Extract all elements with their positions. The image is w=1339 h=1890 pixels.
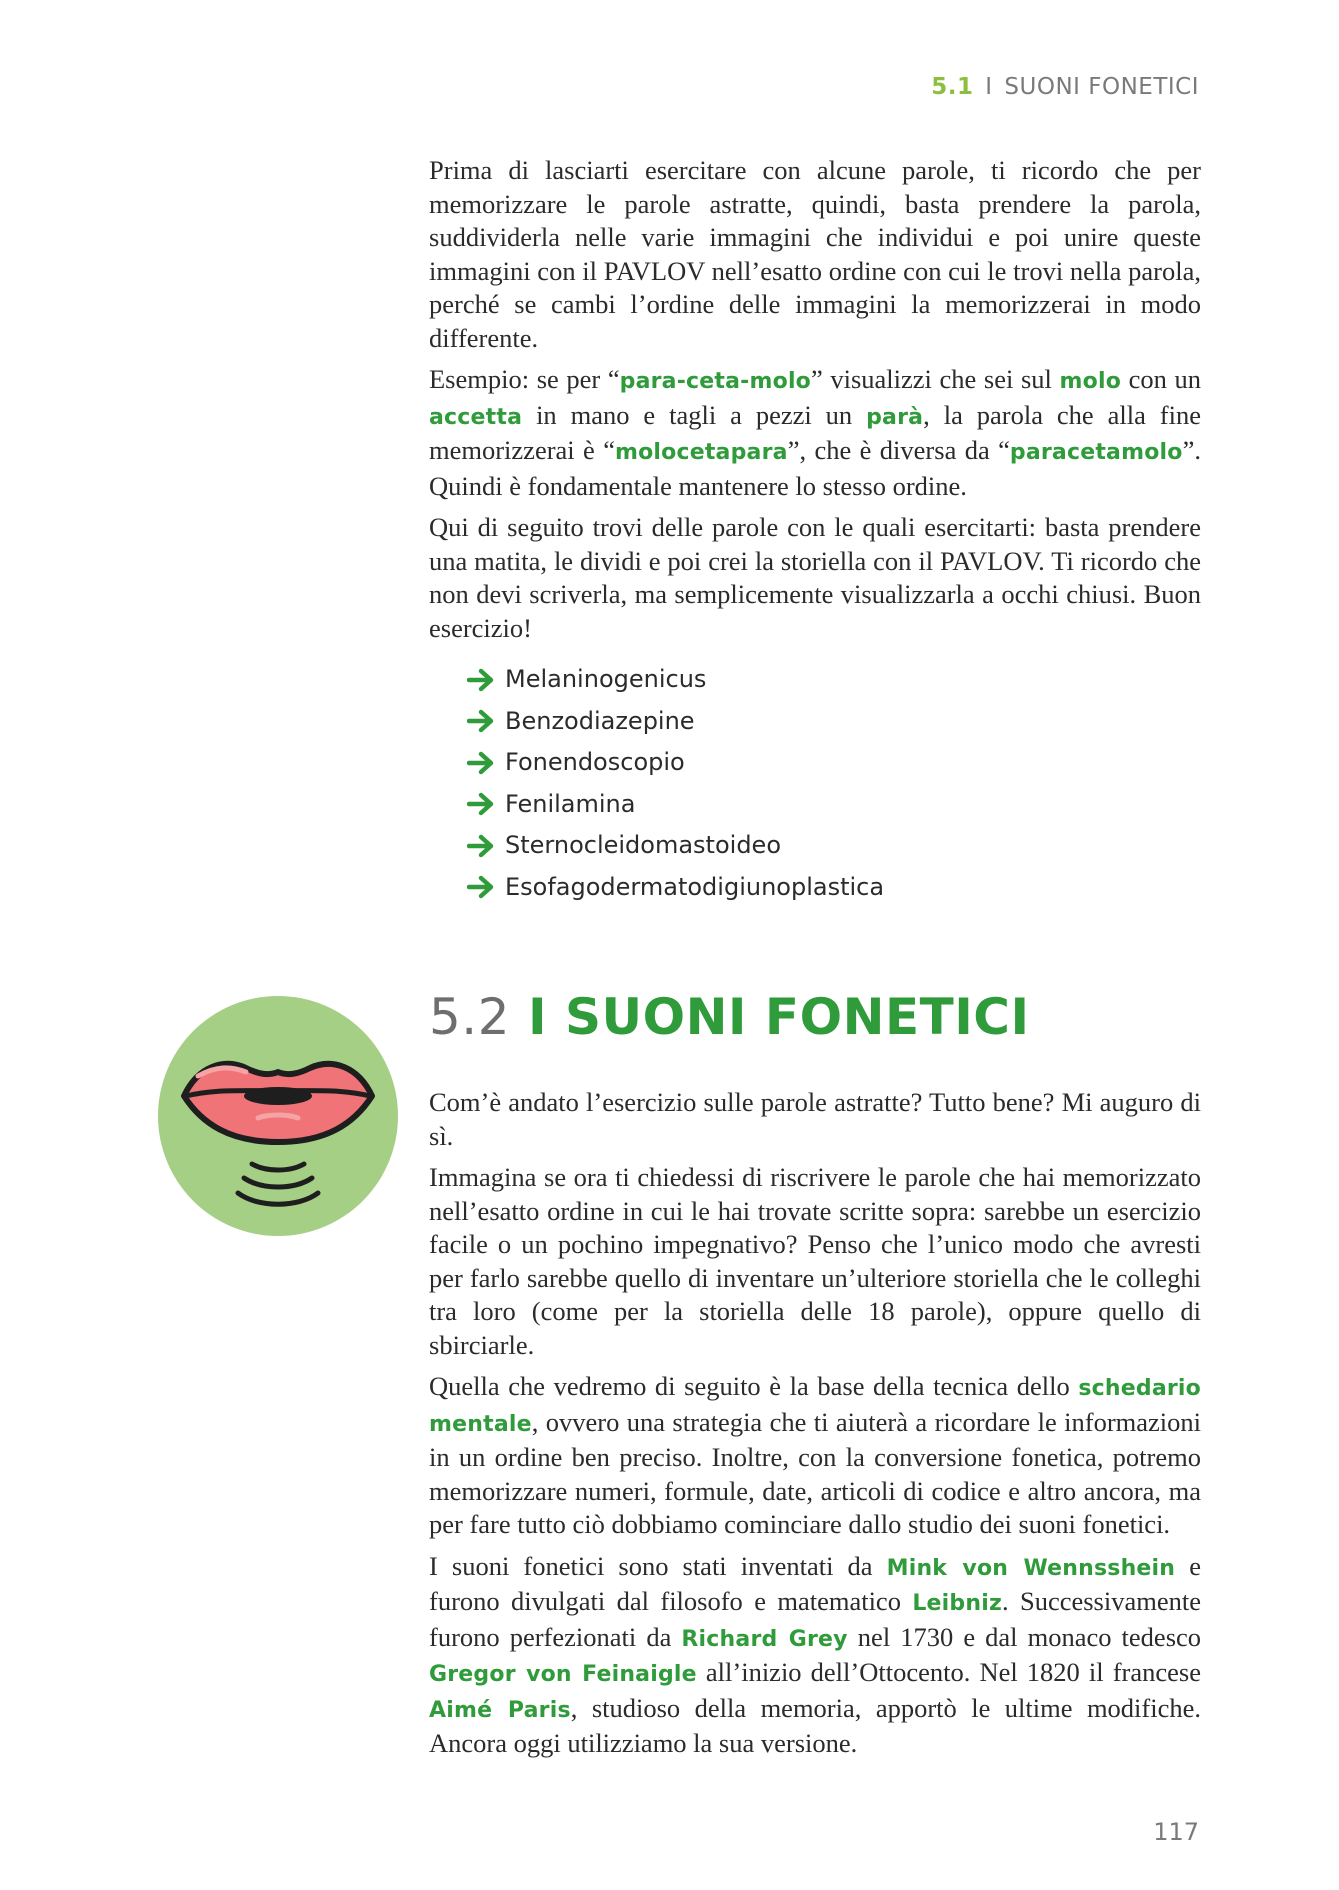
arrow-right-icon xyxy=(467,668,497,692)
paragraph-schedario xyxy=(429,1370,1201,1542)
arrow-right-icon xyxy=(467,792,497,816)
list-item xyxy=(467,867,1201,909)
text-run: nel 1730 e dal monaco tedesco xyxy=(847,1621,1202,1652)
list-item xyxy=(467,701,1201,743)
page-number: 117 xyxy=(1153,1818,1199,1846)
header-section-number: 5.1 xyxy=(931,74,974,100)
section-2-body xyxy=(429,1086,1201,1769)
list-item-text: Melaninogenicus xyxy=(505,665,707,693)
text-run: Quella che vedremo di seguito è la base della tecnica dello xyxy=(429,1371,1079,1401)
text-run: . Successivamente furono perfezionati da xyxy=(429,1586,1201,1652)
arrow-right-icon xyxy=(467,709,497,733)
paragraph-example xyxy=(429,363,1201,503)
list-item xyxy=(467,742,1201,784)
list-item-text: Sternocleidomastoideo xyxy=(505,831,781,859)
keyword-para-ceta-molo: para-ceta-molo xyxy=(619,369,811,394)
keyword-leibniz: Leibniz xyxy=(912,1591,1002,1616)
text-run: ”. Quindi è fondamentale mantenere lo stesso ordine. xyxy=(429,435,1201,501)
text-run: ” visualizzi che sei sul xyxy=(811,364,1060,394)
keyword-gregor-von-feinaigle: Gregor von Feinaigle xyxy=(429,1662,697,1687)
keyword-paracetamolo: paracetamolo xyxy=(1009,440,1183,465)
list-item xyxy=(467,659,1201,701)
header-separator: I xyxy=(985,74,993,100)
running-header xyxy=(931,74,1199,100)
keyword-schedario-mentale: schedario mentale xyxy=(429,1376,1201,1437)
section-2-title xyxy=(429,988,1030,1046)
list-item-text: Fonendoscopio xyxy=(505,748,685,776)
list-item-text: Benzodiazepine xyxy=(505,706,695,735)
list-item-text: Fenilamina xyxy=(505,789,636,818)
section-1-body xyxy=(429,154,1201,908)
keyword-molo: molo xyxy=(1059,369,1122,394)
arrow-right-icon xyxy=(467,751,497,775)
keyword-aime-paris: Aimé Paris xyxy=(429,1697,571,1723)
text-run: con un xyxy=(1121,364,1202,394)
list-item xyxy=(467,784,1201,826)
text-run: ”, che è diversa da “ xyxy=(787,435,1010,465)
text-run: , ovvero una strategia che ti aiuterà a ricordare le informazioni in un ordine ben preciso. Inoltre, con la conversione fonetica, potremo memorizzare numeri, formule, date, articoli di codice e altro ancora, ma per fare tutto ciò dobbiamo cominciare dallo studio dei suoni fonetici. xyxy=(429,1406,1201,1539)
list-item-text: Esofagodermatodigiunoplastica xyxy=(505,872,885,901)
keyword-richard-grey: Richard Grey xyxy=(681,1626,848,1652)
text-run: Esempio: se per “ xyxy=(429,364,620,394)
paragraph-history xyxy=(429,1550,1201,1761)
text-run: , studioso della memoria, apportò le ultime modifiche. Ancora oggi utilizziamo la sua versione. xyxy=(429,1692,1202,1758)
paragraph-intro: Prima di lasciarti esercitare con alcune parole, ti ricordo che per memorizzare le parole astratte, quindi, basta prendere la parola, suddividerla nelle varie immagini che individui e poi unire queste immagini con il PAVLOV nell’esatto ordine con cui le trovi nella parola, perché se cambi l’ordine delle immagini la memorizzerai in modo differente. xyxy=(429,155,1201,353)
exercise-word-list xyxy=(429,659,1201,908)
keyword-para: parà xyxy=(866,404,924,430)
list-item xyxy=(467,825,1201,867)
paragraph-question: Com’è andato l’esercizio sulle parole astratte? Tutto bene? Mi auguro di sì. xyxy=(429,1087,1201,1151)
text-run: I suoni fonetici sono stati inventati da xyxy=(429,1550,887,1581)
text-run: all’inizio dell’Ottocento. Nel 1820 il francese xyxy=(696,1657,1201,1687)
keyword-mink-von-wennsshein: Mink von Wennsshein xyxy=(886,1555,1176,1581)
paragraph-imagine: Immagina se ora ti chiedessi di riscrivere le parole che hai memorizzato nell’esatto ordine in cui le hai trovate scritte sopra: sarebbe un esercizio facile o un pochino impegnativo? Penso che l’unico modo che avresti per farlo sarebbe quello di inventare un’ulteriore storiella che le colleghi tra loro (come per la storiella delle 18 parole), oppure quello di sbirciarle. xyxy=(429,1162,1201,1360)
arrow-right-icon xyxy=(467,875,497,899)
paragraph-exercise: Qui di seguito trovi delle parole con le quali esercitarti: basta prendere una matita, le dividi e poi crei la storiella con il PAVLOV. Ti ricordo che non devi scriverla, ma semplicemente visualizzarla a occhi chiusi. Buon esercizio! xyxy=(429,512,1201,643)
keyword-accetta: accetta xyxy=(429,404,523,430)
keyword-molocetapara: molocetapara xyxy=(614,440,788,465)
header-section-title: SUONI FONETICI xyxy=(1004,74,1199,100)
section-2-number: 5.2 xyxy=(429,988,511,1046)
text-run: in mano e tagli a pezzi un xyxy=(522,399,867,430)
text-run: e furono divulgati dal filosofo e matematico xyxy=(429,1550,1201,1616)
section-2-heading: I SUONI FONETICI xyxy=(527,988,1030,1046)
lips-icon xyxy=(158,996,398,1236)
text-run: , la parola che alla fine memorizzerai è “ xyxy=(429,399,1201,465)
arrow-right-icon xyxy=(467,834,497,858)
